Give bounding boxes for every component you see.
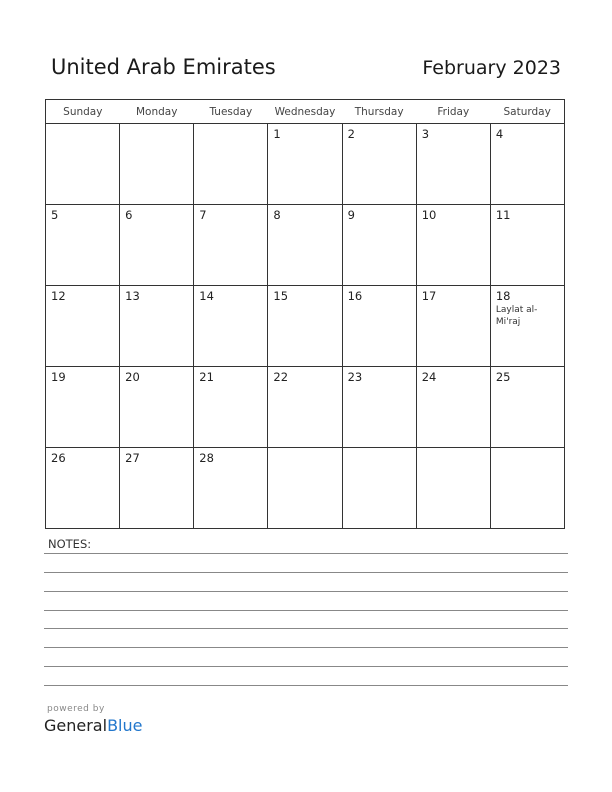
- note-line: [44, 628, 568, 629]
- week-row-4: [46, 367, 565, 448]
- day-number: 20: [125, 370, 140, 384]
- note-line: [44, 591, 568, 592]
- day-cell: [46, 205, 120, 286]
- day-number: 6: [125, 208, 133, 222]
- page-title: United Arab Emirates: [51, 55, 276, 79]
- day-cell: [120, 367, 194, 448]
- day-cell: [342, 124, 416, 205]
- calendar-grid: [45, 99, 565, 529]
- weekday-sunday: Sunday: [46, 100, 120, 124]
- day-number: 2: [347, 127, 355, 141]
- day-number: 14: [199, 289, 214, 303]
- day-cell: [268, 448, 342, 529]
- day-number: 24: [421, 370, 437, 384]
- day-cell: [342, 286, 416, 367]
- day-cell: [490, 205, 564, 286]
- day-number: 26: [51, 451, 66, 465]
- day-cell: [416, 205, 490, 286]
- day-cell: [46, 367, 120, 448]
- day-number: 4: [495, 127, 504, 141]
- day-cell: [490, 286, 564, 367]
- day-number: 1: [273, 127, 281, 141]
- day-cell: [194, 205, 268, 286]
- day-number: 15: [273, 289, 289, 303]
- week-row-5: [46, 448, 565, 529]
- day-cell: [490, 448, 564, 529]
- brand-name-blue: Blue: [107, 716, 143, 735]
- day-cell: [46, 448, 120, 529]
- day-cell: [120, 448, 194, 529]
- brand-name-general: General: [44, 716, 108, 735]
- month-year-heading: February 2023: [422, 57, 561, 79]
- day-cell: [416, 367, 490, 448]
- note-line: [44, 610, 568, 611]
- day-number: 23: [347, 370, 363, 384]
- day-number: 25: [495, 370, 511, 384]
- day-cell: [120, 286, 194, 367]
- day-cell: [120, 124, 194, 205]
- day-cell: [194, 448, 268, 529]
- day-number: 12: [51, 289, 66, 303]
- note-line: [44, 647, 568, 648]
- day-number: 21: [199, 370, 214, 384]
- weekday-friday: Friday: [416, 100, 490, 124]
- day-cell: [46, 124, 120, 205]
- day-number: 9: [347, 208, 355, 222]
- day-number: 27: [125, 451, 140, 465]
- powered-by-text: powered by: [47, 704, 105, 714]
- note-line: [44, 666, 568, 667]
- day-cell: [490, 124, 564, 205]
- weekday-monday: Monday: [120, 100, 194, 124]
- brand-logo: [44, 716, 142, 735]
- day-number: 16: [347, 289, 363, 303]
- day-cell: [120, 205, 194, 286]
- day-cell: [268, 124, 342, 205]
- day-cell: [342, 205, 416, 286]
- week-row-1: [46, 124, 565, 205]
- day-cell: [268, 286, 342, 367]
- day-cell: [342, 367, 416, 448]
- day-cell: [194, 367, 268, 448]
- day-number: 17: [421, 289, 437, 303]
- notes-label: NOTES:: [48, 537, 92, 551]
- day-number: 13: [125, 289, 140, 303]
- day-number: 3: [421, 127, 430, 141]
- day-number: 7: [199, 208, 207, 222]
- day-number: 11: [495, 208, 511, 222]
- day-cell: [46, 286, 120, 367]
- note-line: [44, 685, 568, 686]
- note-line: [44, 572, 568, 573]
- week-row-3: [46, 286, 565, 367]
- day-cell: [194, 286, 268, 367]
- weekday-saturday: Saturday: [490, 100, 564, 124]
- holiday-label: Laylat al-Mi'raj: [495, 305, 538, 327]
- day-number: 18: [495, 289, 511, 303]
- day-cell: [416, 124, 490, 205]
- weekday-wednesday: Wednesday: [268, 100, 342, 124]
- weekday-thursday: Thursday: [342, 100, 416, 124]
- day-cell: [490, 367, 564, 448]
- day-cell: [268, 367, 342, 448]
- day-number: 8: [273, 208, 281, 222]
- day-cell: [268, 205, 342, 286]
- day-cell: [342, 448, 416, 529]
- day-cell: [194, 124, 268, 205]
- week-row-2: [46, 205, 565, 286]
- note-line: [44, 553, 568, 554]
- day-cell: [416, 286, 490, 367]
- weekday-tuesday: Tuesday: [194, 100, 268, 124]
- day-number: 28: [199, 451, 214, 465]
- day-number: 22: [273, 370, 289, 384]
- day-number: 5: [51, 208, 59, 222]
- day-number: 10: [421, 208, 437, 222]
- day-cell: [416, 448, 490, 529]
- day-number: 19: [51, 370, 66, 384]
- weekday-header-row: [46, 100, 565, 124]
